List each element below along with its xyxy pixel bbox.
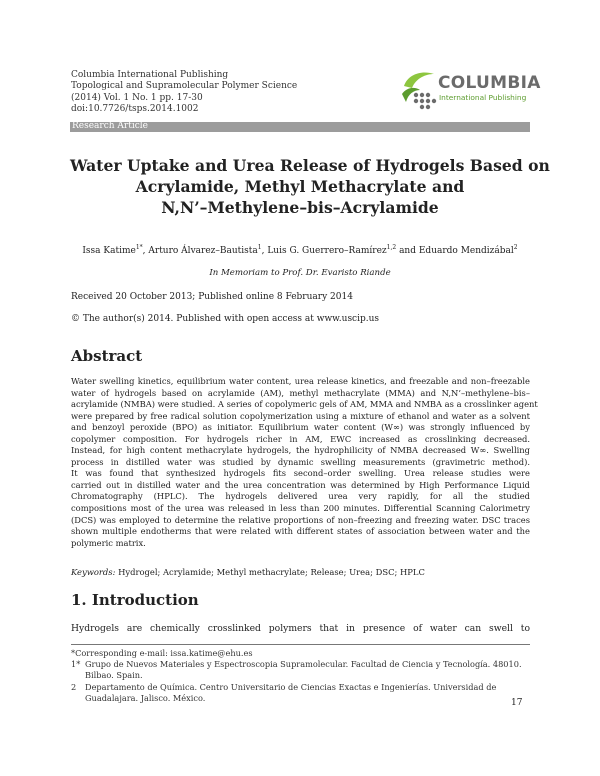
publisher-logo xyxy=(400,68,540,112)
columbia-logo-icon xyxy=(400,68,440,112)
journal-header xyxy=(71,70,297,116)
journal-name: Topological and Supramolecular Polymer Science xyxy=(71,81,298,92)
abstract-line: water of hydrogels based on acrylamide (AM), methyl methacrylate (MMA) and N,N’–methylene–bis– xyxy=(71,387,530,398)
keywords xyxy=(71,567,425,577)
footnote-text-continued: Guadalajara. Jalisco. México. xyxy=(85,692,206,703)
author-name: Eduardo Mendizábal xyxy=(418,246,514,256)
title-line: Water Uptake and Urea Release of Hydrogels Based on xyxy=(70,156,550,175)
abstract-line: Water swelling kinetics, equilibrium water content, urea release kinetics, and freezable and non–freezable xyxy=(71,376,530,386)
author-list xyxy=(70,244,530,256)
abstract-line: process in distilled water was studied by dynamic swelling measurements (gravimetric method). xyxy=(71,456,530,467)
title-line: Acrylamide, Methyl Methacrylate and xyxy=(135,177,465,196)
abstract-line: were prepared by free radical solution copolymerization using a mixture of ethanol and water as a solvent xyxy=(71,410,530,421)
dedication: In Memoriam to Prof. Dr. Evaristo Riande xyxy=(209,268,391,278)
article-type: Research Article xyxy=(72,121,148,131)
abstract-line: (DCS) was employed to determine the relative proportions of non–freezing and freezing water. DSC traces xyxy=(71,514,530,525)
copyright-notice: © The author(s) 2014. Published with open access at www.uscip.us xyxy=(71,314,380,324)
abstract-line: It was found that synthesized hydrogels fits second–order swelling. Urea release studies were xyxy=(71,468,530,479)
paper-title xyxy=(70,155,550,218)
footnote-text-continued: Bilbao. Spain. xyxy=(85,670,143,681)
publisher-name: Columbia International Publishing xyxy=(71,70,229,80)
footnote-text: Grupo de Nuevos Materiales y Espectroscopia Supramolecular. Facultad de Ciencia y Tecnología. 48010. xyxy=(85,659,522,670)
introduction-text: Hydrogels are chemically crosslinked polymers that in presence of water can swell to xyxy=(71,623,530,634)
footnote-mark: 1* xyxy=(71,659,81,670)
abstract-line: carried out in distilled water and the urea concentration was determined by High Performance Liquid xyxy=(71,479,530,490)
footnote-item xyxy=(71,659,522,670)
author-affiliation: 2 xyxy=(513,244,518,251)
author-separator: , xyxy=(261,246,268,256)
abstract-line: and benzoyl peroxide (BPO) as initiator. Equilibrium water content (W∞) was strongly influenced by xyxy=(71,422,530,433)
author-affiliation: 1,2 xyxy=(386,244,397,251)
author-separator: , xyxy=(142,246,149,256)
footnote-mark: 2 xyxy=(71,681,77,692)
doi: doi:10.7726/tsps.2014.1002 xyxy=(71,104,199,115)
abstract-line: Instead, for high content methacrylate hydrogels, the hydrophilicity of NMBA decreased W∞. Swelling xyxy=(71,445,530,456)
publication-dates: Received 20 October 2013; Published online 8 February 2014 xyxy=(71,292,353,302)
abstract-line: compositions most of the urea was released in less than 200 minutes. Differential Scanning Calorimetry xyxy=(71,503,530,514)
abstract-line: copolymer composition. For hydrogels richer in AM, EWC increased as crosslinking decreased. xyxy=(71,433,530,444)
author-name: Luis G. Guerrero–Ramírez xyxy=(267,246,387,256)
article-type-band xyxy=(70,122,530,132)
author-separator: and xyxy=(396,246,419,256)
logo-name: COLUMBIA xyxy=(438,73,541,93)
author-name: Issa Katime xyxy=(82,246,136,256)
footnote-text: Departamento de Química. Centro Universitario de Ciencias Exactas e Ingenierías. Universidad de xyxy=(85,681,497,692)
footnote-item xyxy=(71,682,522,693)
author-name: Arturo Álvarez–Bautista xyxy=(148,246,258,256)
author-affiliation: 1* xyxy=(135,244,143,251)
title-line: N,N’–Methylene–bis–Acrylamide xyxy=(161,198,439,217)
abstract-line: polymeric matrix. xyxy=(71,537,146,548)
author-affiliation: 1 xyxy=(257,244,262,251)
keywords-label: Keywords: xyxy=(71,567,116,577)
keywords-list: Hydrogel; Acrylamide; Methyl methacrylate; Release; Urea; DSC; HPLC xyxy=(115,567,425,577)
footnote-divider xyxy=(71,644,530,645)
abstract-line: shown multiple endotherms that were related with different states of association between water and the xyxy=(71,526,530,537)
logo-subtitle: International Publishing xyxy=(439,93,527,102)
introduction-heading: 1. Introduction xyxy=(71,591,199,609)
page-number: 17 xyxy=(511,698,523,708)
abstract-line: Chromatography (HPLC). The hydrogels delivered urea very rapidly, for all the studied xyxy=(71,491,530,502)
journal-volume: (2014) Vol. 1 No. 1 pp. 17-30 xyxy=(71,92,203,103)
corresponding-email: *Corresponding e-mail: issa.katime@ehu.es xyxy=(71,648,253,658)
abstract-body xyxy=(71,376,538,549)
footnotes xyxy=(71,648,522,704)
abstract-line: acrylamide (NMBA) were studied. A series of copolymeric gels of AM, MMA and NMBA as a crosslinker agent xyxy=(71,399,538,410)
abstract-heading: Abstract xyxy=(71,347,143,365)
